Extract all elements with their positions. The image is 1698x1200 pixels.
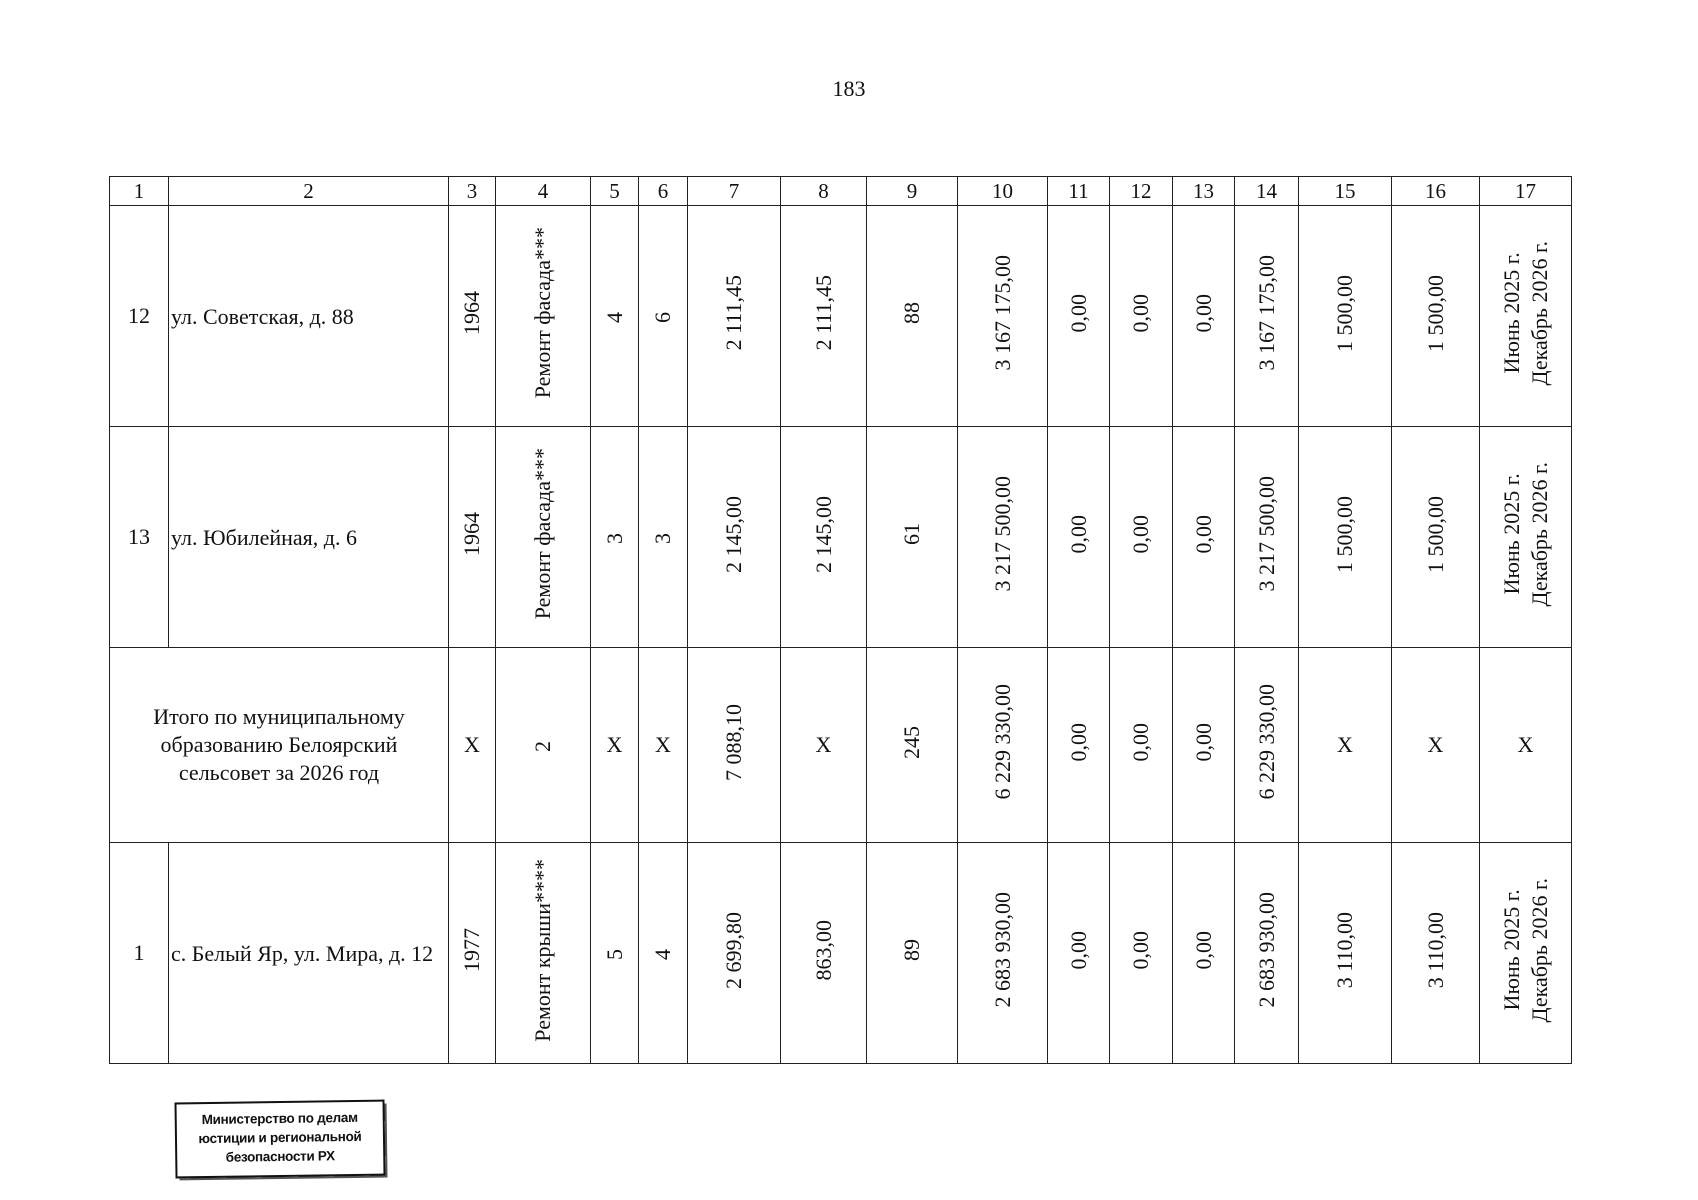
- value-cell: 0,00: [1110, 427, 1173, 648]
- total-cell: 245: [867, 648, 958, 843]
- period-end: Декабрь 2026 г.: [1526, 461, 1552, 607]
- floors-cell: 5: [591, 843, 639, 1064]
- period-end: Декабрь 2026 г.: [1526, 240, 1552, 386]
- area-total-cell: 2 145,00: [688, 427, 781, 648]
- period-cell: [1480, 843, 1572, 1064]
- period-start: Июнь 2025 г.: [1498, 889, 1524, 1011]
- total-cell: Х: [1480, 648, 1572, 843]
- value-cell: 0,00: [1110, 843, 1173, 1064]
- total-cell: 6 229 330,00: [958, 648, 1048, 843]
- floors-cell: 3: [591, 427, 639, 648]
- column-header: 6: [639, 177, 688, 206]
- column-header: 14: [1235, 177, 1299, 206]
- total-cell: 7 088,10: [688, 648, 781, 843]
- total-cell: Х: [1392, 648, 1480, 843]
- total-cell: 0,00: [1110, 648, 1173, 843]
- column-header: 5: [591, 177, 639, 206]
- value-cell: 2 683 930,00: [1235, 843, 1299, 1064]
- value-cell: 0,00: [1048, 843, 1110, 1064]
- residents-cell: 88: [867, 206, 958, 427]
- column-header: 16: [1392, 177, 1480, 206]
- period-start: Июнь 2025 г.: [1498, 473, 1524, 595]
- row-number: 13: [110, 427, 169, 648]
- row-number: 1: [110, 843, 169, 1064]
- work-type-cell: Ремонт фасада***: [496, 206, 591, 427]
- column-header: 4: [496, 177, 591, 206]
- value-cell: 1 500,00: [1299, 206, 1392, 427]
- address-cell: ул. Советская, д. 88: [169, 206, 449, 427]
- total-cell: Х: [639, 648, 688, 843]
- year-cell: 1964: [449, 427, 496, 648]
- column-header: 2: [169, 177, 449, 206]
- value-cell: 0,00: [1048, 427, 1110, 648]
- period-cell: [1480, 427, 1572, 648]
- year-cell: 1964: [449, 206, 496, 427]
- work-type-cell: Ремонт фасада***: [496, 427, 591, 648]
- area-total-cell: 2 111,45: [688, 206, 781, 427]
- page-number: 183: [832, 76, 866, 101]
- value-cell: 1 500,00: [1392, 206, 1480, 427]
- value-cell: 3 110,00: [1299, 843, 1392, 1064]
- total-cell: 2: [496, 648, 591, 843]
- column-header: 3: [449, 177, 496, 206]
- table-row: [110, 206, 1572, 427]
- column-header: 11: [1048, 177, 1110, 206]
- ministry-stamp: [174, 1100, 385, 1179]
- address-cell: с. Белый Яр, ул. Мира, д. 12: [169, 843, 449, 1064]
- residents-cell: 61: [867, 427, 958, 648]
- area-living-cell: 863,00: [781, 843, 867, 1064]
- total-cell: Х: [591, 648, 639, 843]
- stamp-line: безопасности РХ: [225, 1148, 335, 1165]
- area-living-cell: 2 145,00: [781, 427, 867, 648]
- column-header: 15: [1299, 177, 1392, 206]
- column-header: 12: [1110, 177, 1173, 206]
- work-type-cell: Ремонт крыши****: [496, 843, 591, 1064]
- column-header: 8: [781, 177, 867, 206]
- column-header: 1: [110, 177, 169, 206]
- table-row: [110, 843, 1572, 1064]
- cost-total-cell: 3 167 175,00: [958, 206, 1048, 427]
- value-cell: 0,00: [1110, 206, 1173, 427]
- column-header: 13: [1173, 177, 1235, 206]
- table-row: [110, 427, 1572, 648]
- entrances-cell: 4: [639, 843, 688, 1064]
- total-cell: 0,00: [1048, 648, 1110, 843]
- floors-cell: 4: [591, 206, 639, 427]
- area-living-cell: 2 111,45: [781, 206, 867, 427]
- value-cell: 3 110,00: [1392, 843, 1480, 1064]
- total-cell: 0,00: [1173, 648, 1235, 843]
- column-number-row: [110, 177, 1572, 206]
- total-cell: Х: [781, 648, 867, 843]
- value-cell: 0,00: [1048, 206, 1110, 427]
- total-cell: Х: [449, 648, 496, 843]
- year-cell: 1977: [449, 843, 496, 1064]
- row-number: 12: [110, 206, 169, 427]
- value-cell: 3 167 175,00: [1235, 206, 1299, 427]
- period-end: Декабрь 2026 г.: [1526, 877, 1552, 1023]
- period-start: Июнь 2025 г.: [1498, 252, 1524, 374]
- total-label: Итого по муниципальному образованию Белоярский сельсовет за 2026 год: [110, 648, 449, 843]
- capital-repair-table: [109, 176, 1572, 1064]
- total-cell: Х: [1299, 648, 1392, 843]
- value-cell: 3 217 500,00: [1235, 427, 1299, 648]
- address-cell: ул. Юбилейная, д. 6: [169, 427, 449, 648]
- value-cell: 0,00: [1173, 206, 1235, 427]
- column-header: 17: [1480, 177, 1572, 206]
- column-header: 9: [867, 177, 958, 206]
- cost-total-cell: 2 683 930,00: [958, 843, 1048, 1064]
- entrances-cell: 3: [639, 427, 688, 648]
- area-total-cell: 2 699,80: [688, 843, 781, 1064]
- total-row: [110, 648, 1572, 843]
- stamp-line: Министерство по делам: [201, 1109, 358, 1128]
- total-cell: 6 229 330,00: [1235, 648, 1299, 843]
- column-header: 7: [688, 177, 781, 206]
- stamp-line: юстиции и региональной: [198, 1128, 362, 1147]
- value-cell: 0,00: [1173, 427, 1235, 648]
- column-header: 10: [958, 177, 1048, 206]
- period-cell: [1480, 206, 1572, 427]
- value-cell: 1 500,00: [1392, 427, 1480, 648]
- entrances-cell: 6: [639, 206, 688, 427]
- value-cell: 0,00: [1173, 843, 1235, 1064]
- residents-cell: 89: [867, 843, 958, 1064]
- cost-total-cell: 3 217 500,00: [958, 427, 1048, 648]
- value-cell: 1 500,00: [1299, 427, 1392, 648]
